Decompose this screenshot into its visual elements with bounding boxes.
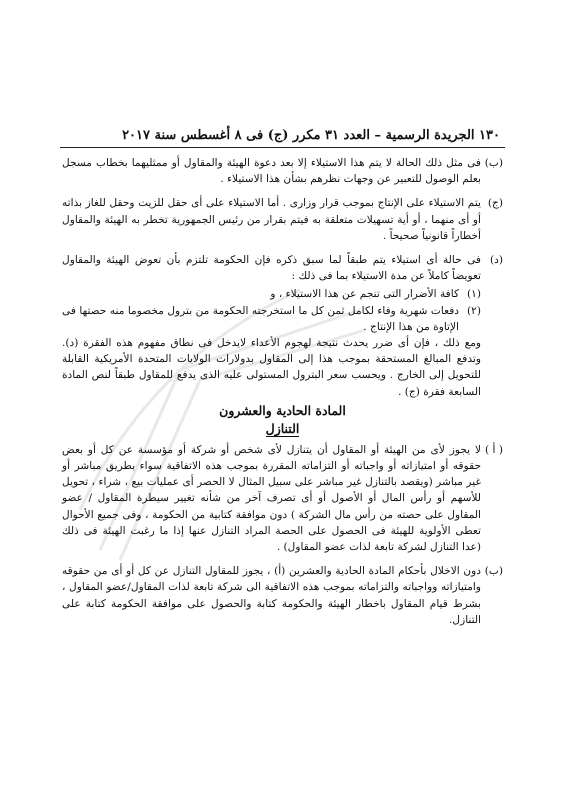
page-header: ١٣٠ الجريدة الرسمية – العدد ٣١ مكرر (ج) فى ٨ أغسطس سنة ٢٠١٧: [122, 128, 500, 143]
clause-marker: ( أ ): [485, 443, 503, 456]
document-body: [62, 155, 503, 636]
clause-d: [62, 252, 503, 284]
clause-text: لا يجوز لأى من الهيئة أو المقاول أن يتنازل لأى شخص أو شركة أو مؤسسة عن كل أو بعض حقوقه أو امتيازاته أو واجباته أو التزاماته المقررة بموجب هذه الاتفاقية سواء بطريق مباشر أو غير مباشر (ويقصد بالتنازل غير مباشر على سبيل المثال لا الحصر أى عمليات بيع ، شراء ، تحويل للأسهم أو رأس المال أو الأصول أو أى تصرف آخر من شأنه تغيير سيطرة المقاول / عضو المقاول على حصته من رأس مال الشركة ) دون موافقة كتابية من الحكومة ، وفى جميع الأحوال تعطى الأولوية للهيئة فى الحصول على الحصة المراد التنازل عنها إذا ما رغبت الهيئة فى ذلك (عدا التنازل لشركة تابعة لذات عضو المقاول) .: [62, 443, 481, 554]
subclause-marker: (٢): [467, 304, 481, 317]
continuation-paragraph: ومع ذلك ، فإن أى ضرر يحدث نتيجة لهجوم الأعداء لايدخل فى نطاق مفهوم هذه الفقرة (د). وتدفع المبالغ المستحقة بموجب هذا إلى المقاول بدولارات الولايات المتحدة الأمريكية القابلة للتحويل إلى الخارج . ويحسب سعر البترول المستولى عليه الذى يدفع للمقاول طبقاً لنص المادة السابعة فقرة (ج) .: [62, 337, 481, 398]
clause-marker: (ب): [484, 565, 503, 578]
subclause-text: كافة الأضرار التى تنجم عن هذا الاستيلاء ، و: [270, 288, 459, 301]
clause-marker: (ج): [487, 197, 503, 210]
subclause-2: [62, 303, 481, 335]
clause-b: [62, 155, 503, 187]
article-clause-a: [62, 442, 503, 555]
clause-marker: (ب): [484, 157, 503, 169]
subclause-1: [62, 286, 481, 302]
subclause-marker: (١): [467, 288, 481, 301]
clause-text: دون الاخلال بأحكام المادة الحادية والعشرين (أ) ، يجوز للمقاول التنازل عن كل أو أى من حقوقه وامتيازاته وواجباته والتزاماته بموجب هذه الاتفاقية الى شركة تابعة لذات المقاول/عضو المقاول ، بشرط قيام المقاول باخطار الهيئة والحكومة كتابة والحصول على موافقة الحكومة كتابة على التنازل.: [62, 565, 481, 626]
clause-c: [62, 195, 503, 244]
subclause-text: دفعات شهرية وفاء لكامل ثمن كل ما استخرجته الحكومة من بترول مخصوما منه حصتها فى الإتاوة من هذا الإنتاج .: [62, 304, 459, 333]
article-clause-b: [62, 563, 503, 628]
article-subtitle: التنازل: [265, 420, 300, 436]
header-divider: [60, 147, 505, 148]
article-title: المادة الحادية والعشرون: [219, 402, 346, 418]
clause-text: فى حالة أى استيلاء يتم طبقاً لما سبق ذكره فإن الحكومة تلتزم بأن تعوض الهيئة والمقاول تعويضاً كاملاً عن مدة الاستيلاء بما فى ذلك :: [62, 254, 481, 283]
clause-marker: (د): [490, 254, 503, 267]
clause-text: يتم الاستيلاء على الإنتاج بموجب قرار وزارى . أما الاستيلاء على أى حقل للزيت وحقل للغاز بذاته أو أى منهما ، أو أية تسهيلات متعلقة به فيتم بقرار من رئيس الجمهورية تخطر به الهيئة والمقاول أخطاراً قانونياً صحيحاً .: [62, 197, 481, 242]
clause-text: فى مثل ذلك الحالة لا يتم هذا الاستيلاء إلا بعد دعوة الهيئة والمقاول أو ممثليهما بخطاب مسجل بعلم الوصول للتعبير عن وجهات نظرهم بشأن هذا الاستيلاء .: [62, 157, 481, 186]
article-subtitle-wrap: [62, 420, 503, 438]
